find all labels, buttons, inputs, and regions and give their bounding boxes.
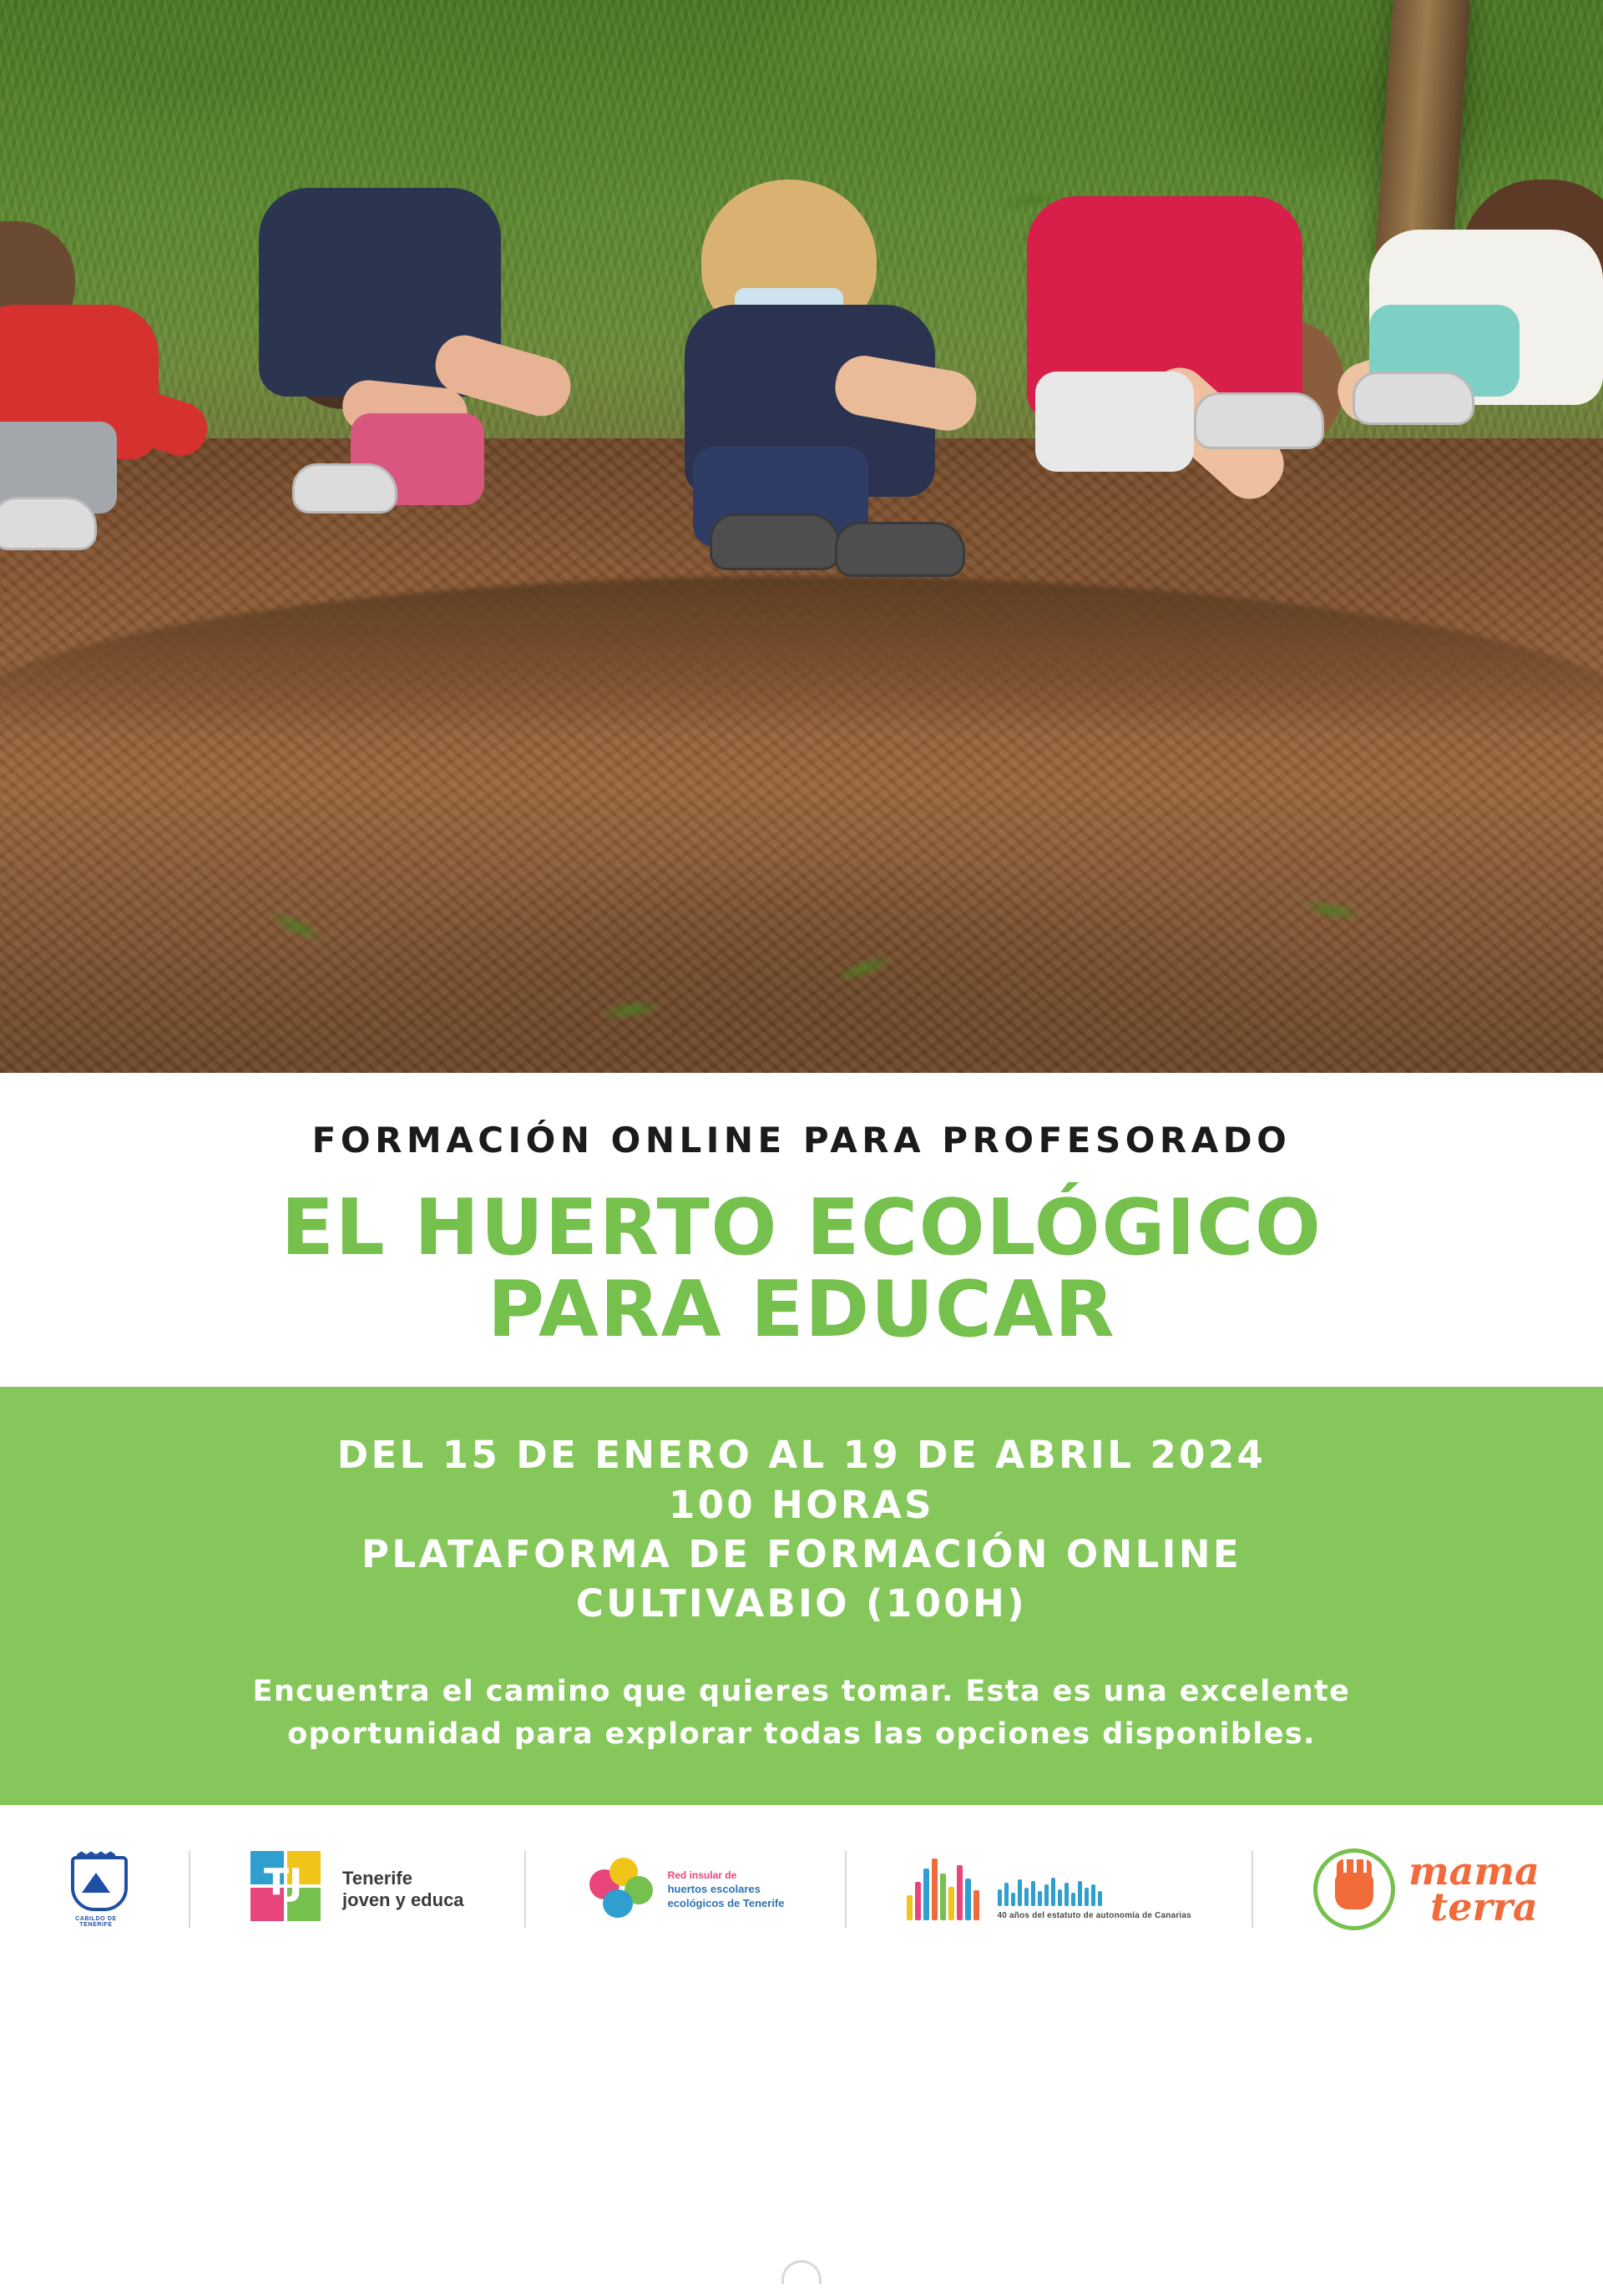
info-subtext-line-1: Encuentra el camino que quieres tomar. Esta es una excelente	[252, 1674, 1351, 1708]
divider	[524, 1851, 526, 1928]
info-line-dates: DEL 15 DE ENERO AL 19 DE ABRIL 2024	[336, 1433, 1267, 1478]
gobierno-caption: 40 años del estatuto de autonomía de Canarias	[997, 1911, 1191, 1921]
color-bars	[907, 1859, 979, 1920]
bottom-strip	[0, 2248, 1603, 2296]
mama-terra-line-2: terra	[1429, 1884, 1538, 1930]
red-insular-line-2: huertos escolares	[667, 1882, 761, 1895]
divider	[189, 1851, 190, 1928]
eyebrow-text: FORMACIÓN ONLINE PARA PROFESORADO	[311, 1120, 1292, 1161]
tenerife-joven-y-educa-logo	[250, 1851, 464, 1928]
divider	[845, 1851, 847, 1928]
page-title	[58, 1182, 1545, 1354]
tenerife-joven-label	[342, 1868, 464, 1912]
tj-monogram-icon	[250, 1851, 331, 1928]
blue-bars	[998, 1878, 1191, 1906]
child-figure	[0, 213, 217, 564]
red-insular-huertos-escolares-logo	[586, 1858, 785, 1921]
logo-row	[0, 1848, 1603, 1930]
page-edge-marker	[781, 2260, 822, 2284]
headline-line-1: EL HUERTO ECOLÓGICO	[281, 1182, 1322, 1272]
title-band	[0, 1073, 1603, 1387]
divider	[1252, 1851, 1253, 1928]
mama-terra-logo	[1313, 1848, 1540, 1930]
info-subtext-line-2: oportunidad para explorar todas las opciones disponibles.	[287, 1717, 1316, 1751]
red-insular-line-3: ecológicos de Tenerife	[667, 1897, 785, 1910]
flower-icon	[586, 1858, 658, 1921]
red-insular-label	[668, 1869, 785, 1911]
tenerife-joven-line-2: joven y educa	[342, 1889, 464, 1911]
hand-icon	[1313, 1848, 1395, 1930]
shield-icon	[63, 1851, 129, 1928]
mama-terra-wordmark	[1408, 1848, 1540, 1930]
tj-monogram-text: TJ	[264, 1861, 303, 1904]
info-band	[0, 1387, 1603, 1805]
info-subtext	[75, 1671, 1528, 1756]
tenerife-joven-line-1: Tenerife	[342, 1867, 412, 1889]
headline-line-2: PARA EDUCAR	[487, 1263, 1116, 1354]
gobierno-de-canarias-logo	[907, 1859, 1191, 1920]
child-figure	[1336, 180, 1603, 539]
header-photo	[0, 0, 1603, 1073]
info-line-platform-name: CULTIVABIO (100H)	[575, 1581, 1028, 1626]
info-line-platform: PLATAFORMA DE FORMACIÓN ONLINE	[361, 1532, 1242, 1577]
mama-terra-line-1: mama	[1408, 1848, 1540, 1894]
red-insular-line-1: Red insular de	[667, 1869, 737, 1881]
info-line-hours: 100 HORAS	[668, 1482, 934, 1527]
child-figure	[660, 171, 1010, 605]
child-figure	[242, 188, 559, 572]
footer-logos	[0, 1805, 1603, 2296]
cabildo-caption: CABILDO DE TENERIFE	[75, 1916, 117, 1929]
cabildo-de-tenerife-logo	[63, 1851, 129, 1928]
barcode-icon	[907, 1859, 1191, 1920]
